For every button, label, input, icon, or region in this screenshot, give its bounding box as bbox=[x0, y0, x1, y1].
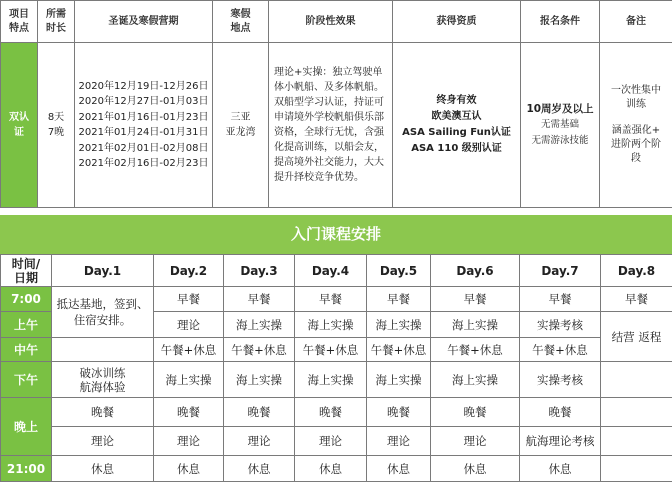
schedule-cell: 休息 bbox=[520, 456, 601, 482]
camp-date: 2020年12月19日-12月26日 bbox=[78, 80, 209, 92]
schedule-row-2100 bbox=[1, 456, 672, 482]
schedule-cell: 海上实操 bbox=[367, 362, 431, 398]
schedule-cell: 休息 bbox=[154, 456, 224, 482]
requirements-cell bbox=[521, 43, 600, 208]
schedule-cell: 早餐 bbox=[601, 287, 672, 312]
schedule-cell: 晚餐 bbox=[295, 398, 367, 427]
day1-pm-cell: 破冰训练 航海体验 bbox=[52, 362, 154, 398]
requirement-main: 10周岁及以上 bbox=[526, 103, 594, 115]
schedule-cell: 休息 bbox=[367, 456, 431, 482]
remark-line: 一次性集中 训练 bbox=[611, 85, 661, 110]
header-camp-dates: 圣诞及寒假营期 bbox=[75, 1, 213, 43]
time-cell: 晚上 bbox=[1, 398, 52, 456]
day-header: Day.6 bbox=[431, 255, 520, 287]
day1-arrival-cell: 抵达基地，签到、 住宿安排。 bbox=[52, 287, 154, 338]
schedule-cell bbox=[52, 338, 154, 362]
schedule-cell: 晚餐 bbox=[52, 398, 154, 427]
schedule-cell: 理论 bbox=[52, 427, 154, 456]
header-remarks: 备注 bbox=[600, 1, 672, 43]
schedule-row-noon bbox=[1, 338, 672, 362]
requirement-item: 无需基础 bbox=[540, 119, 579, 130]
schedule-row-0700 bbox=[1, 287, 672, 312]
project-cell: 双认 证 bbox=[1, 43, 38, 208]
schedule-cell: 休息 bbox=[52, 456, 154, 482]
schedule-cell: 早餐 bbox=[367, 287, 431, 312]
schedule-cell: 晚餐 bbox=[154, 398, 224, 427]
schedule-cell bbox=[601, 427, 672, 456]
day-header: Day.5 bbox=[367, 255, 431, 287]
location-cell: 三亚 亚龙湾 bbox=[213, 43, 269, 208]
schedule-cell: 晚餐 bbox=[224, 398, 295, 427]
schedule-cell: 早餐 bbox=[431, 287, 520, 312]
schedule-cell: 午餐+休息 bbox=[367, 338, 431, 362]
camp-info-row bbox=[1, 43, 672, 208]
day-header: Day.2 bbox=[154, 255, 224, 287]
time-cell: 下午 bbox=[1, 362, 52, 398]
schedule-cell: 实操考核 bbox=[520, 362, 601, 398]
schedule-cell: 午餐+休息 bbox=[520, 338, 601, 362]
schedule-banner: 入门课程安排 bbox=[0, 215, 672, 254]
day-header: Day.8 bbox=[601, 255, 672, 287]
schedule-cell: 海上实操 bbox=[295, 362, 367, 398]
qualification-item: ASA 110 级别认证 bbox=[411, 143, 502, 154]
day8-end-cell: 结营 返程 bbox=[601, 312, 672, 362]
time-cell: 中午 bbox=[1, 338, 52, 362]
schedule-cell: 休息 bbox=[224, 456, 295, 482]
duration-cell: 8天 7晚 bbox=[38, 43, 75, 208]
effect-cell: 理论+实操：独立驾驶单体小帆船、及多体帆船。双船型学习认证，持证可申请境外学校帆船俱乐部资格，全球行无忧，含强化提高训练，以船会友，提高境外社交能力，大大提升择校竞争优势。 bbox=[269, 43, 393, 208]
camp-date: 2021年01月24日-01月31日 bbox=[78, 127, 209, 138]
header-location: 寒假 地点 bbox=[213, 1, 269, 43]
schedule-cell: 海上实操 bbox=[431, 362, 520, 398]
requirement-item: 无需游泳技能 bbox=[531, 135, 589, 146]
camp-dates-cell bbox=[75, 43, 213, 208]
remarks-cell bbox=[600, 43, 672, 208]
schedule-cell: 理论 bbox=[154, 312, 224, 338]
camp-info-header-row bbox=[1, 1, 672, 43]
time-cell: 7:00 bbox=[1, 287, 52, 312]
camp-date: 2020年12月27日-01月03日 bbox=[78, 96, 209, 107]
schedule-cell: 午餐+休息 bbox=[295, 338, 367, 362]
day-header: Day.1 bbox=[52, 255, 154, 287]
header-qualification: 获得资质 bbox=[393, 1, 521, 43]
header-requirements: 报名条件 bbox=[521, 1, 600, 43]
day-header: Day.4 bbox=[295, 255, 367, 287]
schedule-row-afternoon bbox=[1, 362, 672, 398]
schedule-cell: 早餐 bbox=[154, 287, 224, 312]
schedule-cell: 晚餐 bbox=[431, 398, 520, 427]
schedule-header-row bbox=[1, 255, 672, 287]
schedule-cell: 午餐+休息 bbox=[224, 338, 295, 362]
time-cell: 上午 bbox=[1, 312, 52, 338]
schedule-row-evening-theory bbox=[1, 427, 672, 456]
remark-line: 涵盖强化+ 进阶两个阶 段 bbox=[611, 125, 661, 164]
qualification-item: ASA Sailing Fun认证 bbox=[402, 127, 511, 138]
qualification-item: 终身有效 bbox=[436, 95, 477, 106]
day-header: Day.3 bbox=[224, 255, 295, 287]
header-project: 项目 特点 bbox=[1, 1, 38, 43]
schedule-cell: 午餐+休息 bbox=[431, 338, 520, 362]
camp-date: 2021年02月16日-02月23日 bbox=[78, 158, 209, 169]
day-header: Day.7 bbox=[520, 255, 601, 287]
schedule-cell: 海上实操 bbox=[154, 362, 224, 398]
schedule-cell: 海上实操 bbox=[431, 312, 520, 338]
schedule-cell: 海上实操 bbox=[224, 312, 295, 338]
qualification-cell bbox=[393, 43, 521, 208]
schedule-cell bbox=[601, 362, 672, 398]
header-duration: 所需 时长 bbox=[38, 1, 75, 43]
schedule-cell: 晚餐 bbox=[520, 398, 601, 427]
schedule-cell: 早餐 bbox=[295, 287, 367, 312]
camp-info-table bbox=[0, 0, 672, 208]
time-date-header: 时间/ 日期 bbox=[1, 255, 52, 287]
header-effect: 阶段性效果 bbox=[269, 1, 393, 43]
schedule-table bbox=[0, 254, 672, 482]
qualification-item: 欧美澳互认 bbox=[431, 111, 482, 122]
schedule-cell: 理论 bbox=[224, 427, 295, 456]
time-cell: 21:00 bbox=[1, 456, 52, 482]
schedule-cell: 航海理论考核 bbox=[520, 427, 601, 456]
schedule-cell: 理论 bbox=[431, 427, 520, 456]
camp-date: 2021年02月01日-02月08日 bbox=[78, 142, 209, 154]
schedule-cell: 实操考核 bbox=[520, 312, 601, 338]
schedule-cell: 理论 bbox=[295, 427, 367, 456]
schedule-cell: 海上实操 bbox=[295, 312, 367, 338]
schedule-cell bbox=[601, 456, 672, 482]
schedule-cell: 晚餐 bbox=[367, 398, 431, 427]
schedule-cell bbox=[601, 398, 672, 427]
schedule-cell: 理论 bbox=[367, 427, 431, 456]
schedule-cell: 海上实操 bbox=[224, 362, 295, 398]
schedule-cell: 休息 bbox=[295, 456, 367, 482]
camp-date: 2021年01月16日-01月23日 bbox=[78, 111, 209, 123]
schedule-cell: 早餐 bbox=[520, 287, 601, 312]
schedule-cell: 理论 bbox=[154, 427, 224, 456]
schedule-cell: 午餐+休息 bbox=[154, 338, 224, 362]
schedule-cell: 早餐 bbox=[224, 287, 295, 312]
schedule-cell: 海上实操 bbox=[367, 312, 431, 338]
schedule-row-evening-dinner bbox=[1, 398, 672, 427]
schedule-cell: 休息 bbox=[431, 456, 520, 482]
